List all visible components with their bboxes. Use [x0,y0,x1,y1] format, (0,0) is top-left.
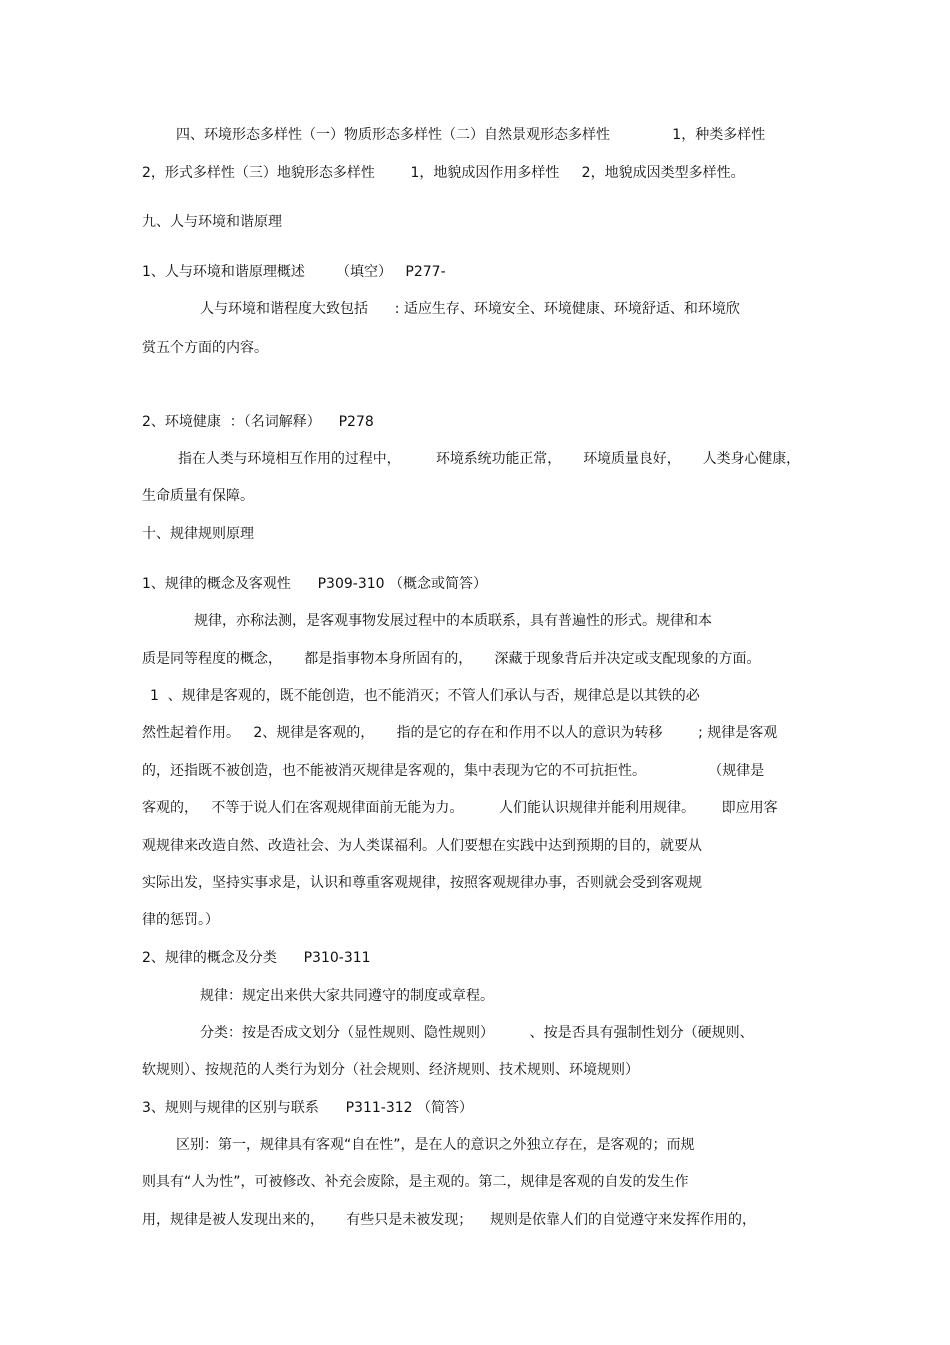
text-line: 人与环境和谐程度大致包括 : 适应生存、环境安全、环境健康、环境舒适、和环境欣 [200,301,740,317]
text-line: 然性起着作用。 2、规律是客观的， 指的是它的存在和作用不以人的意识为转移 ; 规律是客观 [142,725,778,741]
section-heading: 九、人与环境和谐原理 [142,214,282,230]
text-line: 1 、规律是客观的，既不能创造，也不能消灭；不管人们承认与否，规律总是以其铁的必 [150,688,700,704]
subsection-heading: 1、规律的概念及客观性 P309-310 （概念或简答） [142,576,487,592]
text-line: 赏五个方面的内容。 [142,340,268,356]
text-line: 2，形式多样性（三）地貌形态多样性 1，地貌成因作用多样性 2，地貌成因类型多样性。 [142,165,745,181]
section-heading: 十、规律规则原理 [142,526,254,542]
text-line: 的，还指既不被创造，也不能被消灭规律是客观的，集中表现为它的不可抗拒性。 （规律是 [142,763,765,779]
text-line: 则具有“人为性”，可被修改、补充会废除，是主观的。第二，规律是客观的自发的发生作 [142,1174,689,1190]
subsection-heading: 1、人与环境和谐原理概述 （填空） P277- [142,264,446,280]
text-line: 客观的， 不等于说人们在客观规律面前无能为力。 人们能认识规律并能利用规律。 即应用客 [142,800,778,816]
subsection-heading: 3、规则与规律的区别与联系 P311-312 （简答） [142,1100,473,1116]
subsection-heading: 2、环境健康 ：（名词解释） P278 [142,414,374,430]
text-line: 区别：第一，规律具有客观“自在性”，是在人的意识之外独立存在，是客观的；而规 [176,1137,695,1153]
text-line: 指在人类与环境相互作用的过程中， 环境系统功能正常， 环境质量良好， 人类身心健康， [178,451,801,467]
text-line: 实际出发，坚持实事求是，认识和尊重客观规律，按照客观规律办事，否则就会受到客观规 [142,875,702,891]
text-line: 律的惩罚。） [142,912,219,928]
text-line: 软规则）、按规范的人类行为划分（社会规则、经济规则、技术规则、环境规则） [142,1062,639,1078]
text-line: 四、环境形态多样性（一）物质形态多样性（二）自然景观形态多样性 1，种类多样性 [176,127,766,143]
text-line: 观规律来改造自然、改造社会、为人类谋福利。人们要想在实践中达到预期的目的，就要从 [142,838,702,854]
text-line: 用，规律是被人发现出来的， 有些只是未被发现； 规则是依靠人们的自觉遵守来发挥作用的， [142,1212,757,1228]
text-line: 质是同等程度的概念， 都是指事物本身所固有的， 深藏于现象背后并决定或支配现象的方面。 [142,651,761,667]
text-line: 生命质量有保障。 [142,488,254,504]
subsection-heading: 2、规律的概念及分类 P310-311 [142,950,371,966]
text-line: 规律：规定出来供大家共同遵守的制度或章程。 [200,988,494,1004]
text-line: 规律，亦称法测，是客观事物发展过程中的本质联系，具有普遍性的形式。规律和本 [194,613,712,629]
text-line: 分类：按是否成文划分（显性规则、隐性规则） 、按是否具有强制性划分（硬规则、 [200,1025,754,1041]
